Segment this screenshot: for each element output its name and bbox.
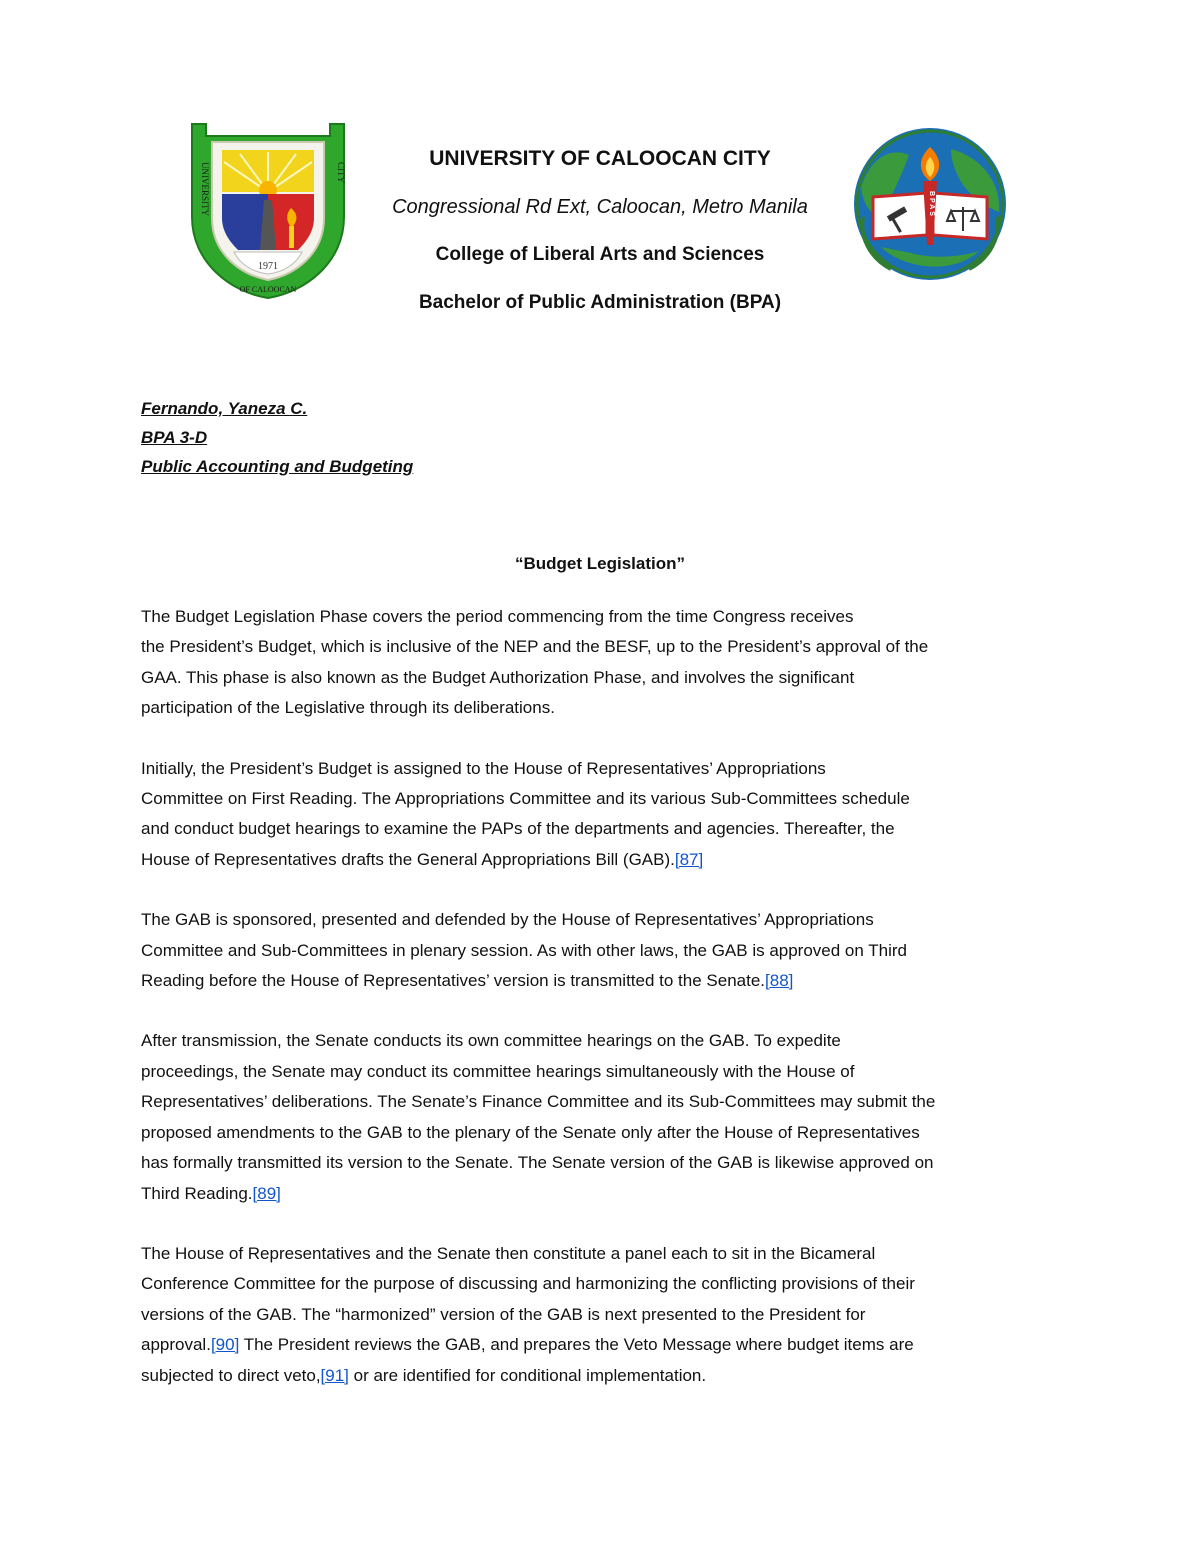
paragraph-2: Initially, the President’s Budget is assigned to the House of Representatives’ Appropriations Committee on First Reading. The Appropriations Committee and its various Sub-Committees schedule and conduct budget hearings to examine the PAPs of the departments and agencies. Thereafter, the House of Representatives drafts the General Appropriations Bill (GAB).[87] bbox=[141, 758, 910, 869]
book-right-page bbox=[933, 193, 987, 239]
paragraph-3: The GAB is sponsored, presented and defended by the House of Representatives’ Appropriations Committee and Sub-Committees in plenary session. As with other laws, the GAB is approved on Third Reading before the House of Representatives’ version is transmitted to the Senate.[88] bbox=[141, 910, 907, 991]
student-section: BPA 3-D bbox=[141, 428, 208, 447]
paragraph-4: After transmission, the Senate conducts its own committee hearings on the GAB. To expedite proceedings, the Senate may conduct its committee hearings simultaneously with the House of Representatives’ deliberations. The Senate’s Finance Committee and its Sub-Committees may submit the proposed amendments to the GAB to the plenary of the Senate only after the House of Representatives has formally transmitted its version to the Senate. The Senate version of the GAB is likewise approved on Third Reading.[89] bbox=[141, 1031, 936, 1203]
footnote-link-89[interactable]: [89] bbox=[252, 1183, 281, 1203]
torch-letters: BPAS bbox=[928, 191, 935, 218]
footnote-link-88[interactable]: [88] bbox=[765, 971, 794, 991]
seal-torch-handle bbox=[289, 226, 294, 248]
college-name: College of Liberal Arts and Sciences bbox=[435, 244, 765, 265]
university-seal-logo bbox=[188, 122, 348, 300]
paragraph-5: The House of Representatives and the Senate then constitute a panel each to sit in the Bicameral Conference Committee for the purpose of discussing and harmonizing the conflicting provisions of their versions of the GAB. The “harmonized” version of the GAB is next presented to the President for approval.[90] The President reviews the GAB, and prepares the Veto Message where budget items are subjected to direct veto,[91] or are identified for conditional implementation. bbox=[141, 1243, 915, 1385]
seal-year: 1971 bbox=[258, 261, 278, 272]
seal-ring-text-left: UNIVERSITY bbox=[200, 162, 210, 216]
footnote-link-90[interactable]: [90] bbox=[210, 1335, 240, 1355]
footnote-link-87[interactable]: [87] bbox=[674, 849, 704, 869]
student-info bbox=[141, 394, 413, 481]
course-name: Public Accounting and Budgeting bbox=[141, 457, 414, 476]
document-header bbox=[360, 146, 840, 316]
seal-ring-text-right: CITY bbox=[336, 162, 346, 183]
student-name: Fernando, Yaneza C. bbox=[141, 399, 308, 418]
footnote-link-91[interactable]: [91] bbox=[320, 1365, 349, 1385]
paragraph-1: The Budget Legislation Phase covers the period commencing from the time Congress receives the President’s Budget, which is inclusive of the NEP and the BESF, up to the President’s approval of the GAA. This phase is also known as the Budget Authorization Phase, and involves the significant participation of the Legislative through its deliberations. bbox=[141, 607, 929, 718]
document-title: “Budget Legislation” bbox=[515, 554, 685, 573]
program-name: Bachelor of Public Administration (BPA) bbox=[418, 292, 782, 313]
university-address: Congressional Rd Ext, Caloocan, Metro Manila bbox=[392, 196, 808, 218]
document-body bbox=[141, 602, 1071, 1421]
university-name: UNIVERSITY OF CALOOCAN CITY bbox=[429, 147, 771, 170]
bpas-logo bbox=[851, 127, 1009, 281]
seal-ring-text-bottom: OF CALOOCAN bbox=[239, 285, 297, 294]
